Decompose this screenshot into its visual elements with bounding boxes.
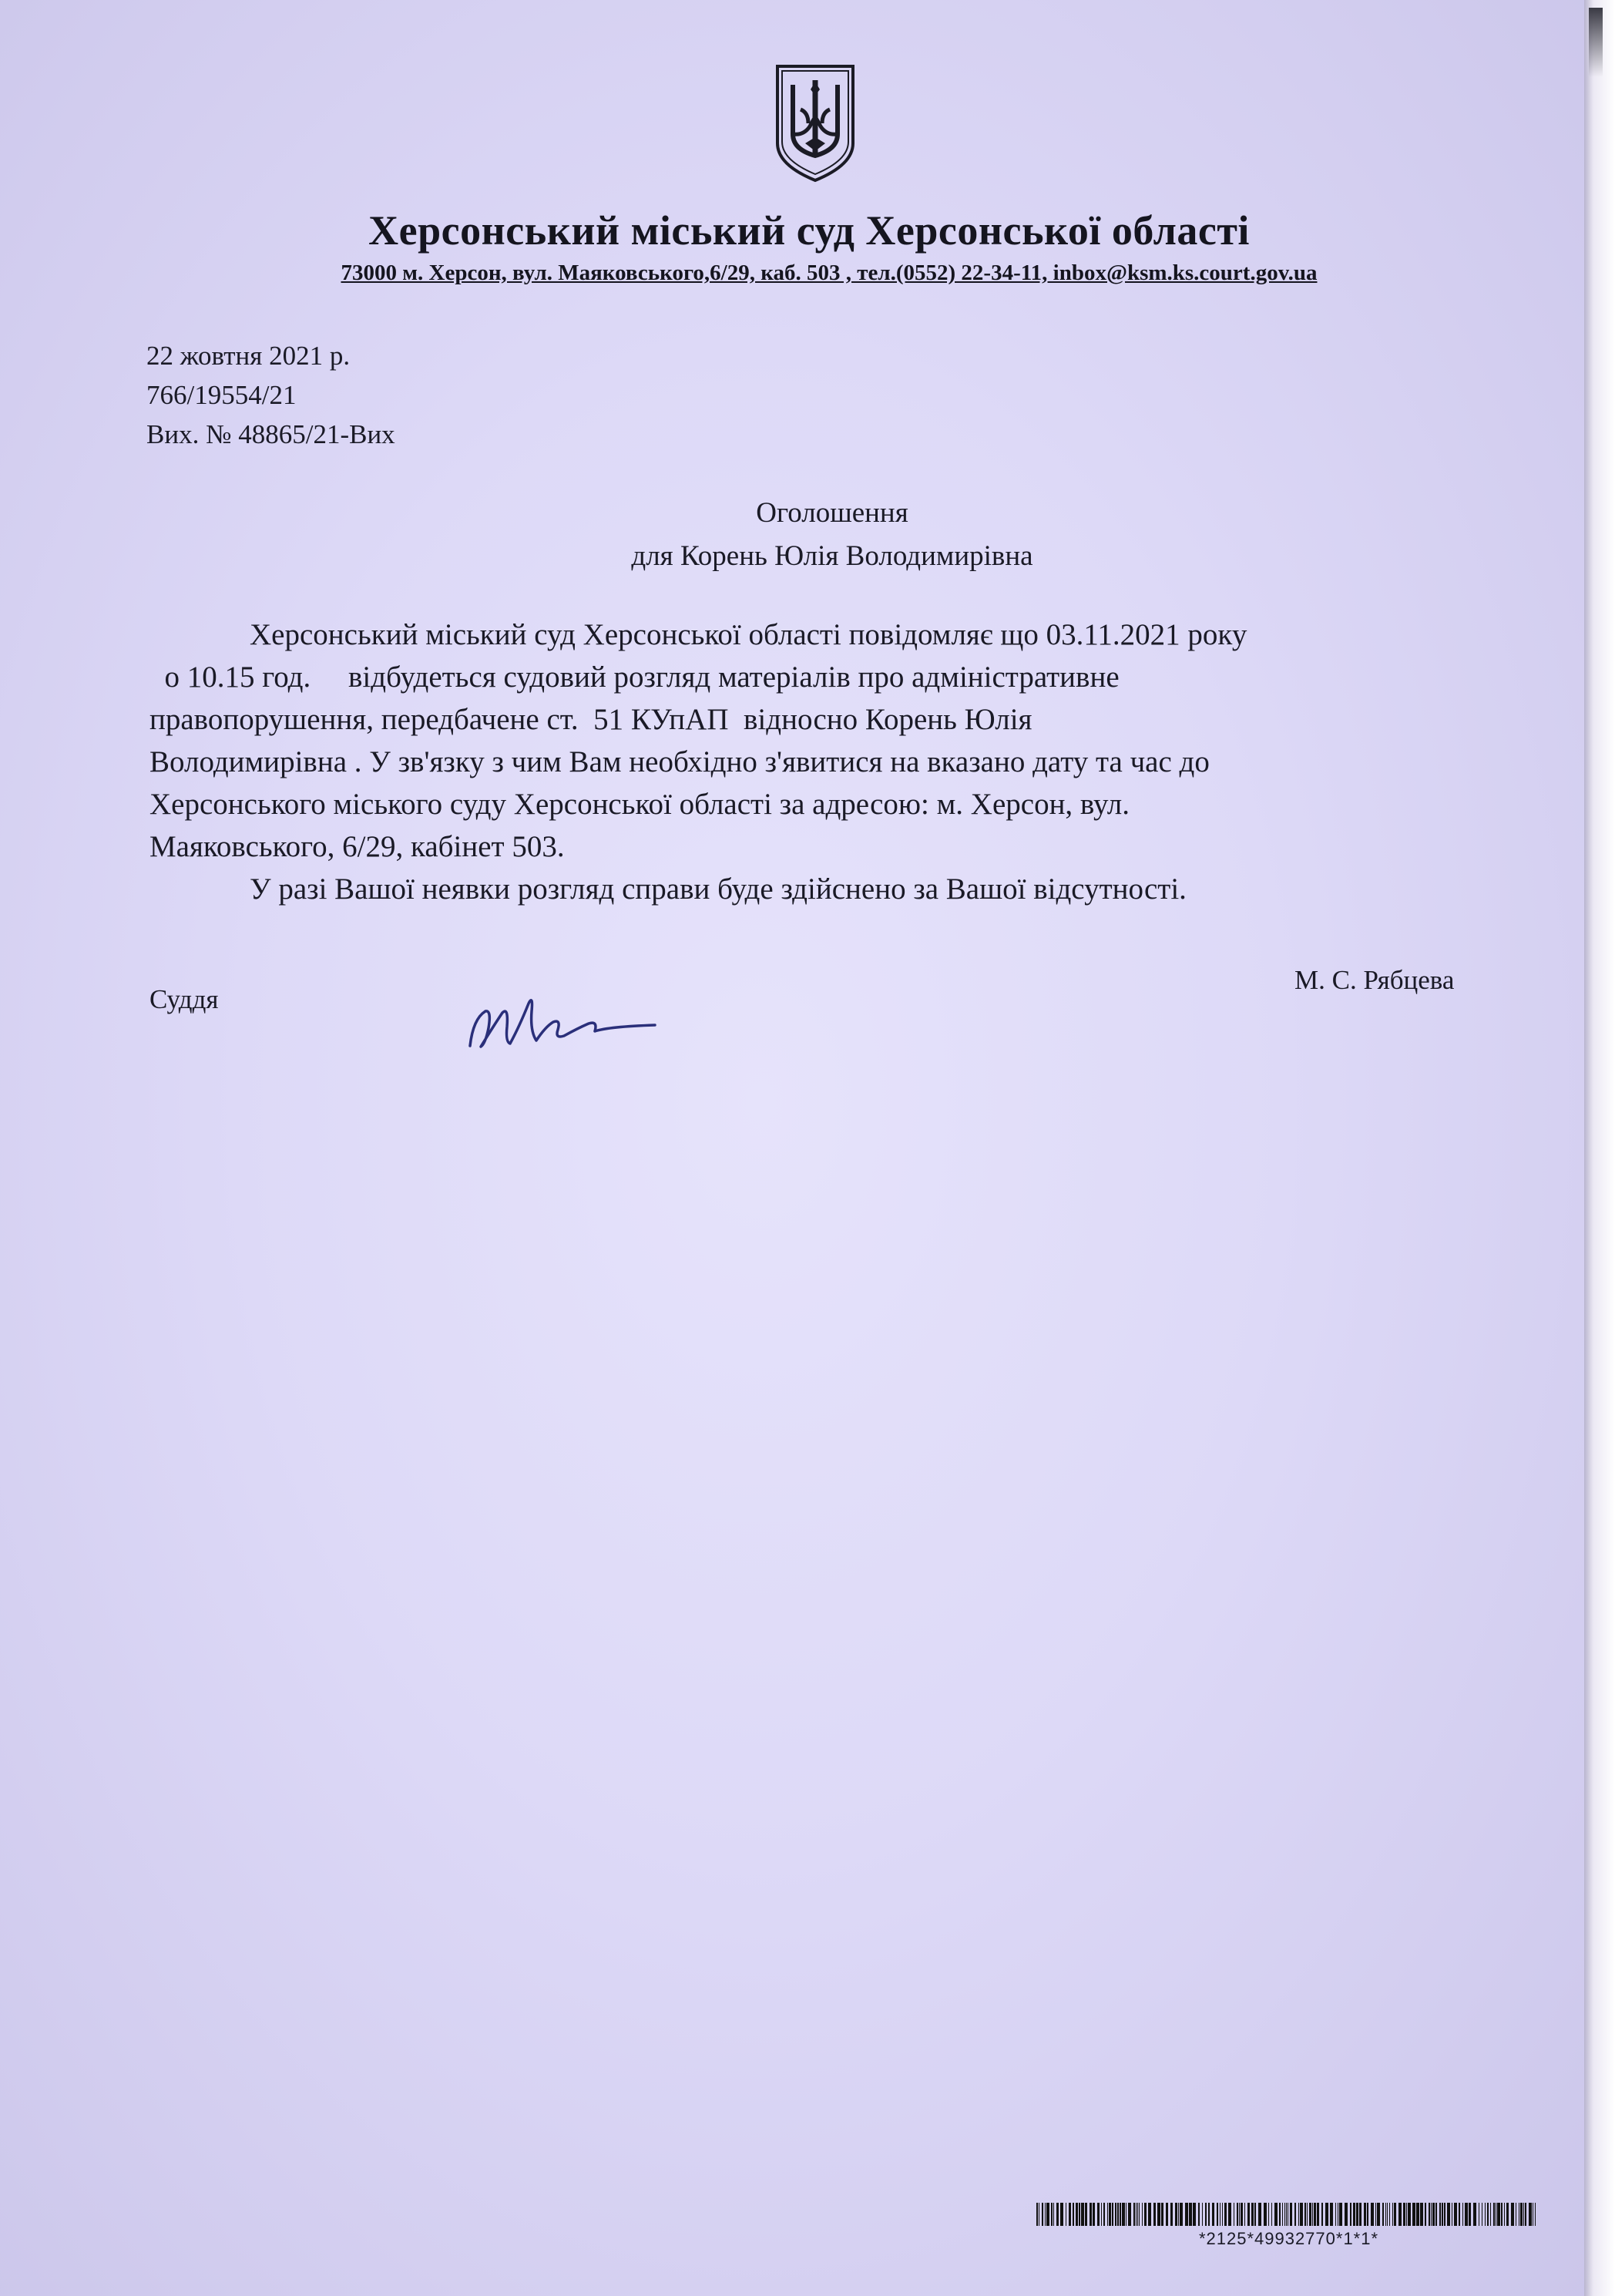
body-line: У разі Вашої неявки розгляд справи буде здійснено за Вашої відсутності. (250, 872, 1187, 906)
barcode-bar (1307, 2203, 1308, 2226)
barcode-bar (1416, 2203, 1419, 2226)
barcode-bar (1247, 2203, 1250, 2226)
barcode-bar (1109, 2203, 1111, 2226)
paper-edge (1584, 0, 1615, 2296)
court-address-line: 73000 м. Херсон, вул. Маяковського,6/29, каб. 503 , тел.(0552) 22-34-11, inbox@ksm.ks.court.gov.ua (341, 261, 1318, 285)
body-line: Херсонського міського суду Херсонської області за адресою: м. Херсон, вул. (149, 788, 1130, 821)
announcement-body (149, 613, 1506, 910)
barcode-bar (1420, 2203, 1423, 2226)
barcode-bar (1051, 2203, 1053, 2226)
barcode-bar (1148, 2203, 1151, 2226)
barcode-bar (1345, 2203, 1348, 2226)
barcode-bar (1535, 2203, 1536, 2226)
outgoing-number: Вих. № 48865/21-Вих (146, 419, 395, 449)
barcode-bar (1350, 2203, 1351, 2226)
barcode-bar (1294, 2203, 1296, 2226)
barcode-bar (1085, 2203, 1087, 2226)
barcode-bar (1375, 2203, 1376, 2226)
barcode (1036, 2203, 1541, 2226)
barcode-bar (1264, 2203, 1267, 2226)
barcode-bar (1036, 2203, 1038, 2226)
barcode-bar (1367, 2203, 1368, 2226)
barcode-bar (1425, 2203, 1426, 2226)
barcode-bar (1202, 2203, 1203, 2226)
barcode-bar (1046, 2203, 1049, 2226)
barcode-bar (1497, 2203, 1500, 2226)
judge-role-label: Суддя (149, 984, 219, 1014)
barcode-bar (1356, 2203, 1358, 2226)
barcode-bar (1385, 2203, 1386, 2226)
barcode-bar (1107, 2203, 1108, 2226)
body-line: Маяковського, 6/29, кабінет 503. (149, 830, 565, 863)
barcode-bar (1525, 2203, 1526, 2226)
barcode-bar (1212, 2203, 1214, 2226)
barcode-bar (1435, 2203, 1437, 2226)
barcode-bar (1097, 2203, 1100, 2226)
barcode-bar (1487, 2203, 1489, 2226)
barcode-bar (1312, 2203, 1313, 2226)
barcode-bar (1056, 2203, 1059, 2226)
barcode-bar (1408, 2203, 1411, 2226)
barcode-bar (1153, 2203, 1156, 2226)
barcode-bar (1442, 2203, 1443, 2226)
barcode-bar (1314, 2203, 1316, 2226)
barcode-bar (1406, 2203, 1407, 2226)
barcode-bar (1504, 2203, 1505, 2226)
barcode-bar (1112, 2203, 1113, 2226)
handwritten-signature (462, 973, 663, 1057)
barcode-bar (1465, 2203, 1468, 2226)
barcode-bar (1439, 2203, 1441, 2226)
barcode-bar (1268, 2203, 1269, 2226)
barcode-bar (1284, 2203, 1285, 2226)
barcode-bar (1081, 2203, 1084, 2226)
document-date: 22 жовтня 2021 р. (146, 341, 351, 371)
barcode-bar (1371, 2203, 1374, 2226)
barcode-bar (1364, 2203, 1366, 2226)
barcode-bar (1042, 2203, 1043, 2226)
barcode-bar (1166, 2203, 1168, 2226)
barcode-bar (1222, 2203, 1223, 2226)
barcode-bar (1189, 2203, 1192, 2226)
barcode-bar (1103, 2203, 1105, 2226)
barcode-bar (1101, 2203, 1102, 2226)
barcode-bar (1359, 2203, 1362, 2226)
barcode-bar (1117, 2203, 1119, 2226)
barcode-bar (1217, 2203, 1218, 2226)
barcode-bar (1244, 2203, 1245, 2226)
body-line: Херсонський міський суд Херсонської області повідомляє що 03.11.2021 року (250, 618, 1247, 651)
barcode-bar (1122, 2203, 1125, 2226)
barcode-bar (1254, 2203, 1256, 2226)
body-line: правопорушення, передбачене ст. 51 КУпАП відносно Корень Юлія (149, 703, 1032, 736)
barcode-bar (1300, 2203, 1303, 2226)
barcode-bar (1180, 2203, 1183, 2226)
barcode-bar (1412, 2203, 1415, 2226)
barcode-bar (1485, 2203, 1486, 2226)
barcode-bar (1321, 2203, 1323, 2226)
barcode-bar (1473, 2203, 1476, 2226)
barcode-bar (1353, 2203, 1355, 2226)
barcode-bar (1529, 2203, 1532, 2226)
trident-coat-of-arms-icon (774, 63, 856, 183)
barcode-bar (1136, 2203, 1137, 2226)
barcode-bar (1286, 2203, 1287, 2226)
document-meta (146, 336, 395, 454)
scan-smudge (1589, 8, 1603, 77)
barcode-bar (1185, 2203, 1188, 2226)
barcode-bar (1506, 2203, 1509, 2226)
barcode-bar (1469, 2203, 1471, 2226)
barcode-bar (1339, 2203, 1342, 2226)
barcode-bar (1317, 2203, 1319, 2226)
barcode-bar (1282, 2203, 1283, 2226)
barcode-bar (1142, 2203, 1143, 2226)
barcode-bar (1053, 2203, 1054, 2226)
barcode-bar (1198, 2203, 1200, 2226)
barcode-bar (1170, 2203, 1173, 2226)
barcode-bar (1523, 2203, 1524, 2226)
barcode-bar (1175, 2203, 1177, 2226)
barcode-bar (1330, 2203, 1333, 2226)
barcode-bar (1060, 2203, 1063, 2226)
announcement-recipient: для Корень Юлія Володимирівна (631, 540, 1033, 572)
barcode-bar (1520, 2203, 1523, 2226)
barcode-bar (1501, 2203, 1503, 2226)
barcode-bar (1447, 2203, 1450, 2226)
barcode-bar (1239, 2203, 1240, 2226)
barcode-bar (1444, 2203, 1445, 2226)
barcode-bar (1335, 2203, 1336, 2226)
barcode-bar (1133, 2203, 1135, 2226)
barcode-bar (1394, 2203, 1396, 2226)
barcode-bar (1115, 2203, 1116, 2226)
judge-name: М. С. Рябцева (1294, 965, 1455, 995)
barcode-bar (1079, 2203, 1080, 2226)
barcode-bar (1157, 2203, 1160, 2226)
barcode-bar (1144, 2203, 1147, 2226)
barcode-bar (1073, 2203, 1074, 2226)
barcode-bar (1490, 2203, 1491, 2226)
barcode-bar (1161, 2203, 1163, 2226)
barcode-bar (1251, 2203, 1254, 2226)
body-line: о 10.15 год. відбудеться судовий розгляд матеріалів про адміністративне (149, 661, 1120, 694)
barcode-bar (1069, 2203, 1071, 2226)
barcode-bar (1128, 2203, 1131, 2226)
announcement-title: Оголошення (756, 497, 908, 529)
barcode-bar (1493, 2203, 1495, 2226)
barcode-bar (1093, 2203, 1095, 2226)
barcode-number: *2125*49932770*1*1* (1198, 2229, 1379, 2248)
barcode-bar (1398, 2203, 1402, 2226)
barcode-bar (1139, 2203, 1140, 2226)
barcode-bar (1290, 2203, 1292, 2226)
barcode-bar (1389, 2203, 1390, 2226)
barcode-bar (1120, 2203, 1121, 2226)
barcode-bar (1228, 2203, 1231, 2226)
barcode-bar (1382, 2203, 1384, 2226)
barcode-bar (1459, 2203, 1460, 2226)
barcode-bar (1325, 2203, 1328, 2226)
barcode-bar (1432, 2203, 1435, 2226)
barcode-bar (1387, 2203, 1388, 2226)
barcode-bar (1137, 2203, 1138, 2226)
barcode-bar (1403, 2203, 1405, 2226)
barcode-bar (1178, 2203, 1179, 2226)
barcode-bar (1511, 2203, 1514, 2226)
barcode-bar (1462, 2203, 1463, 2226)
barcode-bar (1454, 2203, 1457, 2226)
barcode-bar (1241, 2203, 1243, 2226)
barcode-bar (1208, 2203, 1210, 2226)
barcode-bar (1193, 2203, 1196, 2226)
barcode-bar (1377, 2203, 1380, 2226)
barcode-bar (1431, 2203, 1432, 2226)
announcement-heading (0, 492, 1615, 578)
barcode-bar (1258, 2203, 1261, 2226)
barcode-bar (1279, 2203, 1281, 2226)
barcode-bar (1309, 2203, 1311, 2226)
barcode-bar (1429, 2203, 1430, 2226)
barcode-bar (1090, 2203, 1092, 2226)
barcode-bar (1045, 2203, 1046, 2226)
barcode-bar (1274, 2203, 1278, 2226)
barcode-bar (1205, 2203, 1207, 2226)
barcode-bar (1237, 2203, 1238, 2226)
barcode-bar (1392, 2203, 1393, 2226)
barcode-bar (1304, 2203, 1306, 2226)
barcode-bar (1224, 2203, 1227, 2226)
barcode-bar (1298, 2203, 1299, 2226)
barcode-bar (1271, 2203, 1272, 2226)
barcode-bar (1076, 2203, 1078, 2226)
court-name-heading: Херсонський міський суд Херсонської області (368, 207, 1250, 254)
body-line: Володимирівна . У зв'язку з чим Вам необхідно з'явитися на вказано дату та час до (149, 745, 1210, 778)
case-number: 766/19554/21 (146, 380, 297, 410)
